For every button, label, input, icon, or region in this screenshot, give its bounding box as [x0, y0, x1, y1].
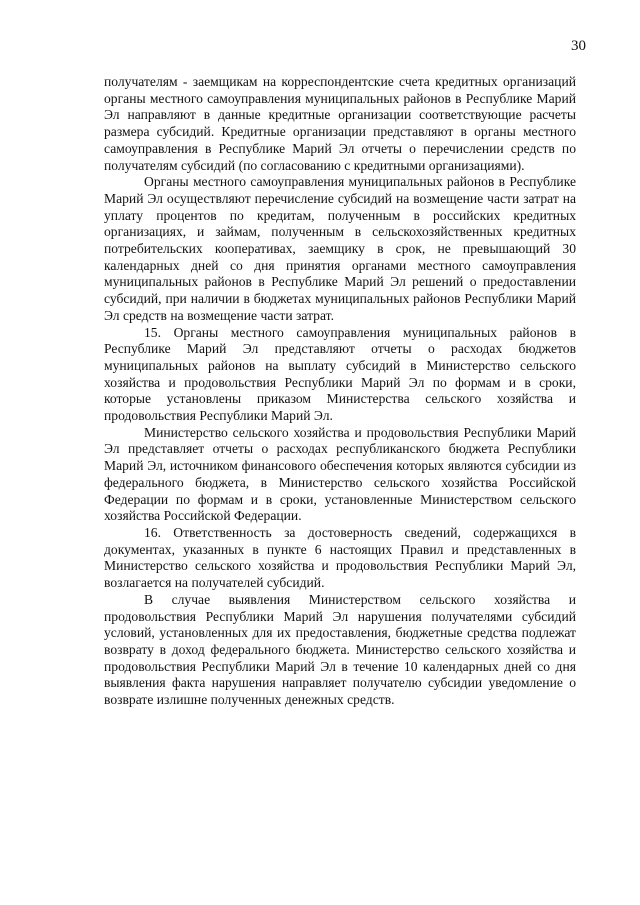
paragraph-subsidy-transfer: Органы местного самоуправления муниципальных районов в Республике Марий Эл осуществляют перечисление субсидий на возмещение части затрат на уплату процентов по кредитам, полученным в российских кредитных организациях, и займам, полученным в сельскохозяйственных кредитных потребительских кооперативах, заемщику в срок, не превышающий 30 календарных дней со дня принятия органами местного самоуправления муниципальных районов в Республике Марий Эл решений о предоставлении субсидий, при наличии в бюджетах муниципальных районов Республики Марий Эл средств на возмещение части затрат. [104, 174, 576, 323]
paragraph-ministry-reports: Министерство сельского хозяйства и продовольствия Республики Марий Эл представляет отчеты о расходах республиканского бюджета Республики Марий Эл, источником финансового обеспечения которых являются субсидии из федерального бюджета, в Министерство сельского хозяйства Российской Федерации по формам и в сроки, установленные Министерством сельского хозяйства Российской Федерации. [104, 424, 576, 524]
page-number: 30 [571, 38, 586, 54]
paragraph-clause-16: 16. Ответственность за достоверность сведений, содержащихся в документах, указанных в пункте 6 настоящих Правил и представленных в Министерство сельского хозяйства и продовольствия Республики Марий Эл, возлагается на получателей субсидий. [104, 524, 576, 591]
paragraph-violations: В случае выявления Министерством сельского хозяйства и продовольствия Республики Марий Эл нарушения получателями субсидий условий, установленных для их предоставления, бюджетные средства подлежат возврату в доход федерального бюджета. Министерство сельского хозяйства и продовольствия Республики Марий Эл в течение 10 календарных дней со дня выявления факта нарушения направляет получателю субсидии уведомление о возврате излишне полученных денежных средств. [104, 591, 576, 708]
paragraph-continuation: получателям - заемщикам на корреспондентские счета кредитных организаций органы местного самоуправления муниципальных районов в Республике Марий Эл направляют в данные кредитные организации соответствующие расчеты размера субсидий. Кредитные организации представляют в органы местного самоуправления в Республике Марий Эл отчеты о перечислении средств по получателям субсидий (по согласованию с кредитными организациями). [104, 74, 576, 173]
paragraph-clause-15: 15. Органы местного самоуправления муниципальных районов в Республике Марий Эл представляют отчеты о расходах бюджетов муниципальных районов на выплату субсидий в Министерство сельского хозяйства и продовольствия Республики Марий Эл по формам и в сроки, которые установлены приказом Министерства сельского хозяйства и продовольствия Республики Марий Эл. [104, 324, 576, 424]
document-body [104, 74, 576, 709]
